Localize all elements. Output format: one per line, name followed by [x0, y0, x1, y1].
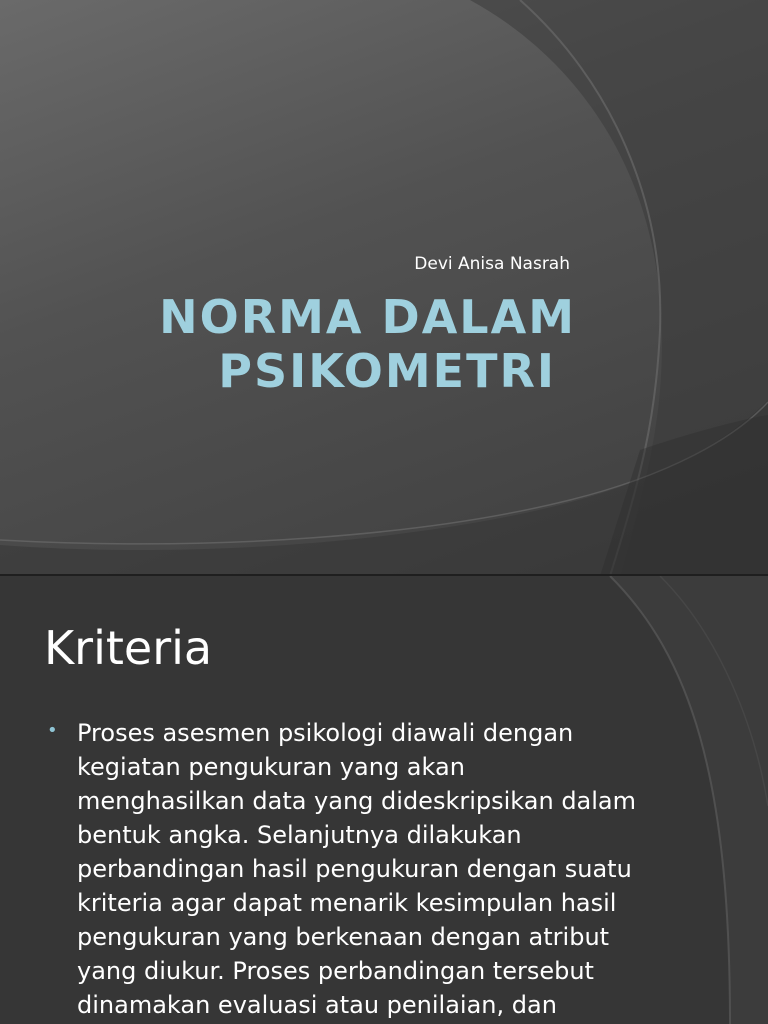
- bullet-line: menghasilkan data yang dideskripsikan dalam: [77, 787, 637, 815]
- bullet-list: [44, 716, 684, 1022]
- bullet-line: dinamakan evaluasi atau penilaian, dan: [77, 991, 557, 1019]
- bullet-line: bentuk angka. Selanjutnya dilakukan: [77, 821, 522, 849]
- bullet-line: pengukuran yang berkenaan dengan atribut: [77, 923, 610, 951]
- bullet-line: kriteria agar dapat menarik kesimpulan hasil: [77, 889, 617, 917]
- content-slide: [0, 576, 768, 1024]
- slide-title: [16, 290, 576, 398]
- bullet-line: perbandingan hasil pengukuran dengan suatu: [77, 855, 632, 883]
- slide-heading: Kriteria: [44, 621, 213, 675]
- bullet-line: yang diukur. Proses perbandingan tersebut: [77, 957, 594, 985]
- slide-title-line: PSIKOMETRI: [218, 344, 556, 398]
- bullet-line: kegiatan pengukuran yang akan: [77, 753, 465, 781]
- slide-subtitle: Devi Anisa Nasrah: [414, 254, 570, 274]
- bullet-line: Proses asesmen psikologi diawali dengan: [77, 719, 574, 747]
- slide-title-line: NORMA DALAM: [159, 290, 576, 344]
- bullet-item: [44, 716, 684, 1022]
- bullet-dot-icon: •: [47, 720, 58, 741]
